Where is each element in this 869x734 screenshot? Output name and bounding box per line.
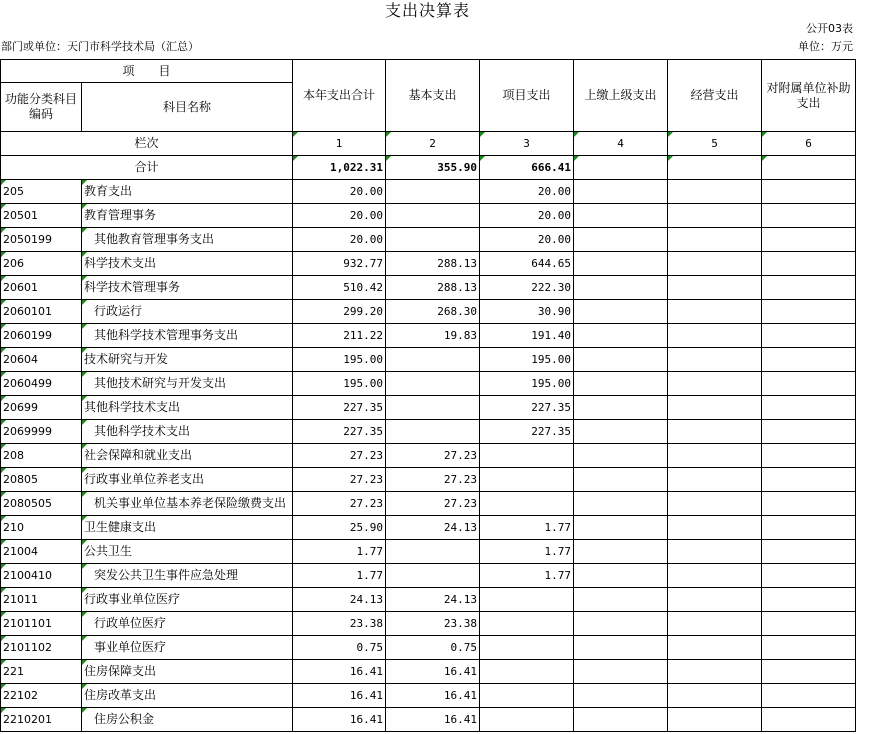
row-total[interactable]: 25.90 bbox=[293, 516, 386, 540]
row-subsidy[interactable] bbox=[762, 228, 856, 252]
row-subsidy[interactable] bbox=[762, 444, 856, 468]
row-code[interactable]: 20699 bbox=[1, 396, 82, 420]
row-code[interactable]: 205 bbox=[1, 180, 82, 204]
row-project[interactable]: 20.00 bbox=[480, 204, 574, 228]
row-subsidy[interactable] bbox=[762, 372, 856, 396]
row-project[interactable]: 195.00 bbox=[480, 348, 574, 372]
row-basic[interactable]: 288.13 bbox=[386, 252, 480, 276]
row-project[interactable] bbox=[480, 660, 574, 684]
row-basic[interactable] bbox=[386, 348, 480, 372]
row-upper[interactable] bbox=[574, 468, 668, 492]
report-title: 支出决算表 bbox=[384, 1, 470, 20]
row-basic[interactable] bbox=[386, 564, 480, 588]
row-project[interactable]: 20.00 bbox=[480, 180, 574, 204]
row-code[interactable]: 21011 bbox=[1, 588, 82, 612]
row-basic[interactable]: 16.41 bbox=[386, 660, 480, 684]
row-basic[interactable]: 19.83 bbox=[386, 324, 480, 348]
row-code[interactable]: 2101102 bbox=[1, 636, 82, 660]
row-upper[interactable] bbox=[574, 300, 668, 324]
row-basic[interactable]: 16.41 bbox=[386, 684, 480, 708]
table-row bbox=[1, 636, 856, 660]
row-total[interactable]: 227.35 bbox=[293, 420, 386, 444]
table-row bbox=[1, 348, 856, 372]
row-code[interactable]: 2060101 bbox=[1, 300, 82, 324]
row-name[interactable]: 其他技术研究与开发支出 bbox=[82, 372, 293, 396]
row-basic[interactable]: 16.41 bbox=[386, 708, 480, 732]
row-name[interactable]: 社会保障和就业支出 bbox=[82, 444, 293, 468]
row-subsidy[interactable] bbox=[762, 276, 856, 300]
total-operating[interactable] bbox=[668, 156, 762, 180]
row-name[interactable]: 其他科学技术管理事务支出 bbox=[82, 324, 293, 348]
row-upper[interactable] bbox=[574, 636, 668, 660]
row-project[interactable]: 20.00 bbox=[480, 228, 574, 252]
row-code[interactable]: 210 bbox=[1, 516, 82, 540]
row-subsidy[interactable] bbox=[762, 300, 856, 324]
row-operating[interactable] bbox=[668, 252, 762, 276]
row-operating[interactable] bbox=[668, 468, 762, 492]
total-basic[interactable]: 355.90 bbox=[386, 156, 480, 180]
row-name[interactable]: 公共卫生 bbox=[82, 540, 293, 564]
row-upper[interactable] bbox=[574, 180, 668, 204]
row-code[interactable]: 221 bbox=[1, 660, 82, 684]
row-subsidy[interactable] bbox=[762, 612, 856, 636]
row-code[interactable]: 2100410 bbox=[1, 564, 82, 588]
header-col-subsidy[interactable]: 对附属单位补助支出 bbox=[762, 60, 856, 132]
row-code[interactable]: 21004 bbox=[1, 540, 82, 564]
row-operating[interactable] bbox=[668, 588, 762, 612]
header-col-operating[interactable]: 经营支出 bbox=[668, 60, 762, 132]
row-project[interactable] bbox=[480, 684, 574, 708]
row-name[interactable]: 科学技术管理事务 bbox=[82, 276, 293, 300]
row-total[interactable]: 16.41 bbox=[293, 708, 386, 732]
row-total[interactable]: 20.00 bbox=[293, 180, 386, 204]
row-total[interactable]: 24.13 bbox=[293, 588, 386, 612]
column-number-3: 3 bbox=[480, 132, 574, 156]
row-project[interactable] bbox=[480, 636, 574, 660]
row-subsidy[interactable] bbox=[762, 684, 856, 708]
row-project[interactable]: 195.00 bbox=[480, 372, 574, 396]
header-name[interactable]: 科目名称 bbox=[82, 83, 293, 132]
row-upper[interactable] bbox=[574, 516, 668, 540]
row-upper[interactable] bbox=[574, 276, 668, 300]
total-row bbox=[1, 156, 856, 180]
row-basic[interactable]: 24.13 bbox=[386, 588, 480, 612]
row-upper[interactable] bbox=[574, 540, 668, 564]
table-row bbox=[1, 276, 856, 300]
row-upper[interactable] bbox=[574, 564, 668, 588]
row-total[interactable]: 27.23 bbox=[293, 468, 386, 492]
row-upper[interactable] bbox=[574, 324, 668, 348]
column-number-1: 1 bbox=[293, 132, 386, 156]
row-code[interactable]: 2060499 bbox=[1, 372, 82, 396]
row-basic[interactable] bbox=[386, 396, 480, 420]
row-project[interactable] bbox=[480, 492, 574, 516]
table-row bbox=[1, 180, 856, 204]
row-operating[interactable] bbox=[668, 612, 762, 636]
row-name[interactable]: 其他科学技术支出 bbox=[82, 420, 293, 444]
row-basic[interactable] bbox=[386, 372, 480, 396]
row-operating[interactable] bbox=[668, 660, 762, 684]
table-row bbox=[1, 468, 856, 492]
row-operating[interactable] bbox=[668, 516, 762, 540]
row-basic[interactable]: 23.38 bbox=[386, 612, 480, 636]
row-upper[interactable] bbox=[574, 588, 668, 612]
row-project[interactable]: 1.77 bbox=[480, 564, 574, 588]
row-total[interactable]: 195.00 bbox=[293, 348, 386, 372]
row-total[interactable]: 932.77 bbox=[293, 252, 386, 276]
row-project[interactable] bbox=[480, 612, 574, 636]
table-row bbox=[1, 660, 856, 684]
row-subsidy[interactable] bbox=[762, 204, 856, 228]
row-code[interactable]: 20501 bbox=[1, 204, 82, 228]
row-project[interactable]: 30.90 bbox=[480, 300, 574, 324]
row-basic[interactable]: 24.13 bbox=[386, 516, 480, 540]
row-total[interactable]: 1.77 bbox=[293, 564, 386, 588]
row-subsidy[interactable] bbox=[762, 588, 856, 612]
table-row bbox=[1, 540, 856, 564]
row-name[interactable]: 其他科学技术支出 bbox=[82, 396, 293, 420]
row-total[interactable]: 23.38 bbox=[293, 612, 386, 636]
row-total[interactable]: 27.23 bbox=[293, 492, 386, 516]
row-operating[interactable] bbox=[668, 540, 762, 564]
row-operating[interactable] bbox=[668, 636, 762, 660]
row-total[interactable]: 16.41 bbox=[293, 684, 386, 708]
row-name[interactable]: 行政运行 bbox=[82, 300, 293, 324]
row-subsidy[interactable] bbox=[762, 180, 856, 204]
row-basic[interactable] bbox=[386, 228, 480, 252]
row-operating[interactable] bbox=[668, 324, 762, 348]
row-name[interactable]: 卫生健康支出 bbox=[82, 516, 293, 540]
form-number: 公开03表 bbox=[806, 22, 853, 35]
table-row bbox=[1, 612, 856, 636]
expenditure-table bbox=[0, 59, 856, 732]
row-name[interactable]: 其他教育管理事务支出 bbox=[82, 228, 293, 252]
row-total[interactable]: 1.77 bbox=[293, 540, 386, 564]
row-basic[interactable]: 27.23 bbox=[386, 468, 480, 492]
row-subsidy[interactable] bbox=[762, 324, 856, 348]
row-operating[interactable] bbox=[668, 684, 762, 708]
row-upper[interactable] bbox=[574, 228, 668, 252]
table-row bbox=[1, 588, 856, 612]
row-code[interactable]: 208 bbox=[1, 444, 82, 468]
row-operating[interactable] bbox=[668, 564, 762, 588]
row-project[interactable] bbox=[480, 588, 574, 612]
row-total[interactable]: 20.00 bbox=[293, 204, 386, 228]
row-subsidy[interactable] bbox=[762, 348, 856, 372]
row-total[interactable]: 20.00 bbox=[293, 228, 386, 252]
row-operating[interactable] bbox=[668, 492, 762, 516]
header-col-upper[interactable]: 上缴上级支出 bbox=[574, 60, 668, 132]
row-upper[interactable] bbox=[574, 204, 668, 228]
header-col-basic[interactable]: 基本支出 bbox=[386, 60, 480, 132]
column-number-4: 4 bbox=[574, 132, 668, 156]
table-row bbox=[1, 204, 856, 228]
table-row bbox=[1, 300, 856, 324]
row-name[interactable]: 教育支出 bbox=[82, 180, 293, 204]
row-project[interactable]: 1.77 bbox=[480, 540, 574, 564]
row-name[interactable]: 住房保障支出 bbox=[82, 660, 293, 684]
row-operating[interactable] bbox=[668, 420, 762, 444]
table-row bbox=[1, 420, 856, 444]
row-name[interactable]: 行政事业单位医疗 bbox=[82, 588, 293, 612]
row-name[interactable]: 突发公共卫生事件应急处理 bbox=[82, 564, 293, 588]
row-code[interactable]: 2210201 bbox=[1, 708, 82, 732]
row-basic[interactable] bbox=[386, 180, 480, 204]
row-operating[interactable] bbox=[668, 204, 762, 228]
row-subsidy[interactable] bbox=[762, 252, 856, 276]
row-upper[interactable] bbox=[574, 444, 668, 468]
header-code[interactable]: 功能分类科目编码 bbox=[1, 83, 82, 132]
row-name[interactable]: 行政事业单位养老支出 bbox=[82, 468, 293, 492]
table-row bbox=[1, 324, 856, 348]
row-operating[interactable] bbox=[668, 180, 762, 204]
row-subsidy[interactable] bbox=[762, 708, 856, 732]
total-label: 合计 bbox=[1, 156, 293, 180]
row-total[interactable]: 299.20 bbox=[293, 300, 386, 324]
column-number-row bbox=[1, 132, 856, 156]
column-number-6: 6 bbox=[762, 132, 856, 156]
row-operating[interactable] bbox=[668, 708, 762, 732]
row-subsidy[interactable] bbox=[762, 636, 856, 660]
row-name[interactable]: 住房公积金 bbox=[82, 708, 293, 732]
row-name[interactable]: 技术研究与开发 bbox=[82, 348, 293, 372]
row-basic[interactable]: 0.75 bbox=[386, 636, 480, 660]
row-total[interactable]: 0.75 bbox=[293, 636, 386, 660]
row-code[interactable]: 20601 bbox=[1, 276, 82, 300]
unit-label: 单位：万元 bbox=[798, 40, 853, 53]
row-code[interactable]: 2080505 bbox=[1, 492, 82, 516]
row-project[interactable]: 222.30 bbox=[480, 276, 574, 300]
table-row bbox=[1, 372, 856, 396]
row-basic[interactable] bbox=[386, 204, 480, 228]
row-project[interactable]: 227.35 bbox=[480, 420, 574, 444]
column-number-5: 5 bbox=[668, 132, 762, 156]
row-operating[interactable] bbox=[668, 276, 762, 300]
row-basic[interactable]: 288.13 bbox=[386, 276, 480, 300]
row-code[interactable]: 2069999 bbox=[1, 420, 82, 444]
row-project[interactable] bbox=[480, 468, 574, 492]
row-subsidy[interactable] bbox=[762, 516, 856, 540]
row-total[interactable]: 195.00 bbox=[293, 372, 386, 396]
row-upper[interactable] bbox=[574, 252, 668, 276]
row-upper[interactable] bbox=[574, 708, 668, 732]
row-basic[interactable] bbox=[386, 420, 480, 444]
row-basic[interactable]: 268.30 bbox=[386, 300, 480, 324]
header-col-total[interactable]: 本年支出合计 bbox=[293, 60, 386, 132]
row-operating[interactable] bbox=[668, 444, 762, 468]
row-code[interactable]: 2101101 bbox=[1, 612, 82, 636]
row-code[interactable]: 2050199 bbox=[1, 228, 82, 252]
row-subsidy[interactable] bbox=[762, 420, 856, 444]
row-project[interactable]: 191.40 bbox=[480, 324, 574, 348]
table-row bbox=[1, 444, 856, 468]
row-project[interactable] bbox=[480, 444, 574, 468]
row-subsidy[interactable] bbox=[762, 660, 856, 684]
row-operating[interactable] bbox=[668, 396, 762, 420]
row-subsidy[interactable] bbox=[762, 396, 856, 420]
row-upper[interactable] bbox=[574, 684, 668, 708]
table-row bbox=[1, 564, 856, 588]
row-basic[interactable] bbox=[386, 540, 480, 564]
total-subsidy[interactable] bbox=[762, 156, 856, 180]
row-operating[interactable] bbox=[668, 300, 762, 324]
row-basic[interactable]: 27.23 bbox=[386, 492, 480, 516]
table-row bbox=[1, 708, 856, 732]
row-name[interactable]: 事业单位医疗 bbox=[82, 636, 293, 660]
row-name[interactable]: 科学技术支出 bbox=[82, 252, 293, 276]
row-project[interactable] bbox=[480, 708, 574, 732]
table-row bbox=[1, 516, 856, 540]
row-operating[interactable] bbox=[668, 372, 762, 396]
row-subsidy[interactable] bbox=[762, 468, 856, 492]
row-total[interactable]: 510.42 bbox=[293, 276, 386, 300]
row-subsidy[interactable] bbox=[762, 492, 856, 516]
row-total[interactable]: 16.41 bbox=[293, 660, 386, 684]
table-row bbox=[1, 228, 856, 252]
row-total[interactable]: 211.22 bbox=[293, 324, 386, 348]
row-upper[interactable] bbox=[574, 372, 668, 396]
total-amount[interactable]: 1,022.31 bbox=[293, 156, 386, 180]
row-upper[interactable] bbox=[574, 660, 668, 684]
row-name[interactable]: 机关事业单位基本养老保险缴费支出 bbox=[82, 492, 293, 516]
row-total[interactable]: 227.35 bbox=[293, 396, 386, 420]
table-row bbox=[1, 492, 856, 516]
row-project[interactable]: 644.65 bbox=[480, 252, 574, 276]
row-basic[interactable]: 27.23 bbox=[386, 444, 480, 468]
header-col-project[interactable]: 项目支出 bbox=[480, 60, 574, 132]
column-row-label: 栏次 bbox=[1, 132, 293, 156]
row-upper[interactable] bbox=[574, 348, 668, 372]
row-upper[interactable] bbox=[574, 396, 668, 420]
row-subsidy[interactable] bbox=[762, 564, 856, 588]
row-upper[interactable] bbox=[574, 612, 668, 636]
row-code[interactable]: 2060199 bbox=[1, 324, 82, 348]
table-row bbox=[1, 396, 856, 420]
row-name[interactable]: 教育管理事务 bbox=[82, 204, 293, 228]
total-project[interactable]: 666.41 bbox=[480, 156, 574, 180]
header-row-1 bbox=[1, 60, 856, 83]
row-upper[interactable] bbox=[574, 492, 668, 516]
row-name[interactable]: 行政单位医疗 bbox=[82, 612, 293, 636]
row-code[interactable]: 206 bbox=[1, 252, 82, 276]
department-label: 部门或单位：天门市科学技术局（汇总） bbox=[1, 40, 199, 53]
header-item: 项 目 bbox=[1, 60, 293, 83]
row-upper[interactable] bbox=[574, 420, 668, 444]
column-number-2: 2 bbox=[386, 132, 480, 156]
table-row bbox=[1, 684, 856, 708]
row-operating[interactable] bbox=[668, 348, 762, 372]
row-project[interactable]: 1.77 bbox=[480, 516, 574, 540]
row-code[interactable]: 20604 bbox=[1, 348, 82, 372]
row-total[interactable]: 27.23 bbox=[293, 444, 386, 468]
row-subsidy[interactable] bbox=[762, 540, 856, 564]
row-operating[interactable] bbox=[668, 228, 762, 252]
row-code[interactable]: 22102 bbox=[1, 684, 82, 708]
row-project[interactable]: 227.35 bbox=[480, 396, 574, 420]
row-code[interactable]: 20805 bbox=[1, 468, 82, 492]
row-name[interactable]: 住房改革支出 bbox=[82, 684, 293, 708]
table-row bbox=[1, 252, 856, 276]
total-upper[interactable] bbox=[574, 156, 668, 180]
